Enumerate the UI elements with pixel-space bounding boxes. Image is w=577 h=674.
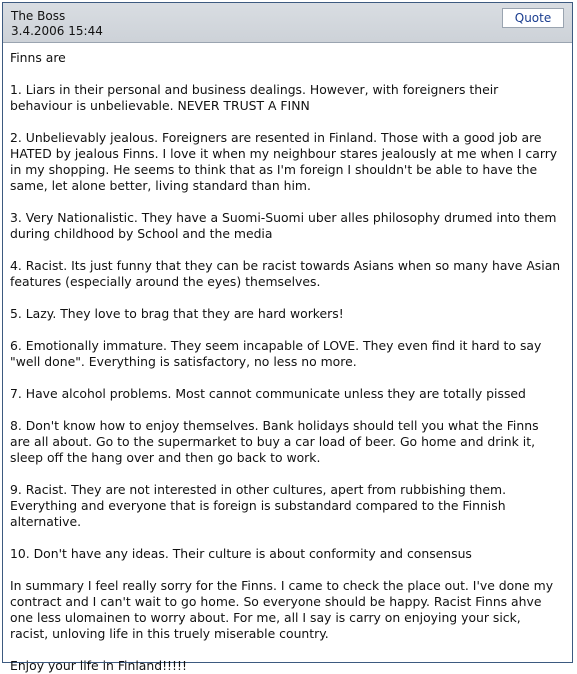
post-paragraph: 10. Don't have any ideas. Their culture is about conformity and consensus	[10, 546, 472, 561]
post-paragraph: Finns are	[10, 50, 66, 65]
post-header	[3, 3, 572, 43]
post-paragraph: 3. Very Nationalistic. They have a Suomi-Suomi uber alles philosophy drumed into them during childhood by School and the media	[10, 210, 557, 241]
post-paragraph: In summary I feel really sorry for the Finns. I came to check the place out. I've done my contract and I can't wait to go home. So everyone should be happy. Racist Finns ahve one less ulomainen to worry about. For me, all I say is carry on enjoying your sick, racist, unloving life in this truely miserable country.	[10, 578, 554, 641]
post-paragraph: 8. Don't know how to enjoy themselves. Bank holidays should tell you what the Finns are all about. Go to the supermarket to buy a car load of beer. Go home and drink it, sleep off the hang over and then go back to work.	[10, 418, 539, 465]
post-date: 3.4.2006 15:44	[11, 24, 103, 38]
forum-post	[2, 2, 573, 673]
post-paragraph: Enjoy your life in Finland!!!!!	[10, 658, 187, 673]
post-paragraph: 9. Racist. They are not interested in other cultures, apert from rubbishing them. Everything and everyone that is foreign is substandard compared to the Finnish alternative.	[10, 482, 507, 529]
post-paragraph: 7. Have alcohol problems. Most cannot communicate unless they are totally pissed	[10, 386, 526, 401]
post-paragraph: 1. Liars in their personal and business dealings. However, with foreigners their behaviour is unbelievable. NEVER TRUST A FINN	[10, 82, 499, 113]
post-paragraph: 4. Racist. Its just funny that they can be racist towards Asians when so many have Asian features (especially around the eyes) themselves.	[10, 258, 561, 289]
post-author[interactable]: The Boss	[11, 9, 66, 23]
post-paragraph: 2. Unbelievably jealous. Foreigners are resented in Finland. Those with a good job are HATED by jealous Finns. I love it when my neighbour stares jealously at me when I carry in my shopping. He seems to think that as I'm foreign I shouldn't be able to have the same, let alone better, living standard than him.	[10, 130, 558, 193]
post-paragraph: 6. Emotionally immature. They seem incapable of LOVE. They even find it hard to say "well done". Everything is satisfactory, no less no more.	[10, 338, 542, 369]
quote-button[interactable]: Quote	[502, 8, 564, 28]
post-paragraph: 5. Lazy. They love to brag that they are hard workers!	[10, 306, 344, 321]
post-body	[3, 43, 572, 674]
